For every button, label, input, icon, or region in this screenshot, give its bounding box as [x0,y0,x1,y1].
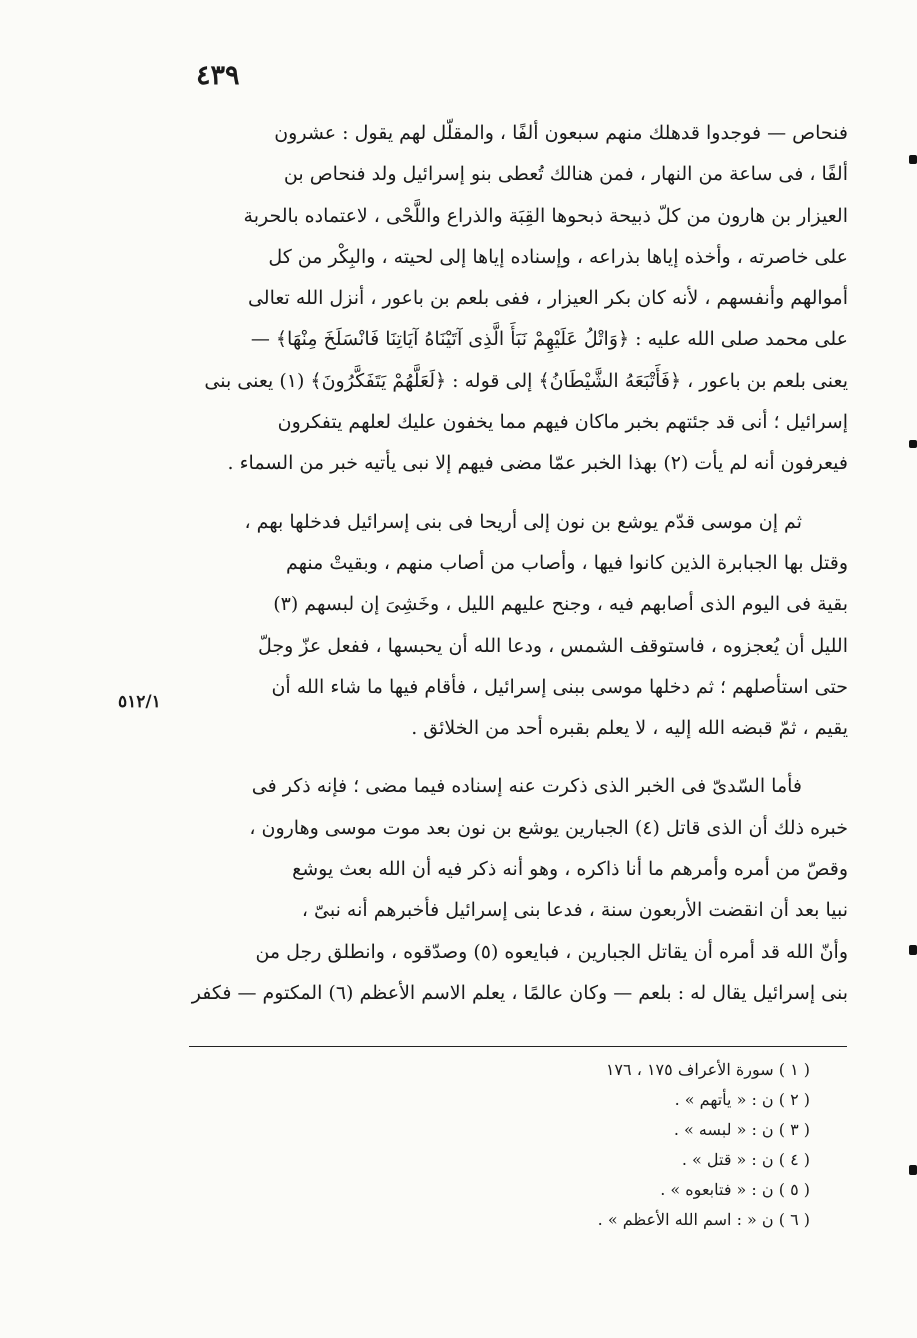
footnote-1: ( ١ ) سورة الأعراف ١٧٥ ، ١٧٦ [605,1060,810,1079]
text-line: ثم إن موسى قدّم يوشع بن نون إلى أريحا فى بنى إسرائيل فدخلها بهم ، [244,510,802,533]
text-line: العيزار بن هارون من كلّ ذبيحة ذبحوها القِبَة والذراع واللَّحْى ، لاعتماده بالحربة [243,204,848,227]
footnote-divider [189,1046,847,1047]
text-line: نبيا بعد أن انقضت الأربعون سنة ، فدعا بنى إسرائيل فأخبرهم أنه نبىّ ، [301,899,848,922]
page-number: ٤٣٩ [196,60,240,91]
footnote-2: ( ٢ ) ن : « يأتهم » . [674,1090,810,1109]
text-line: وقصّ من أمره وأمرهم ما أنا ذاكره ، وهو أنه ذكر فيه أن الله بعث يوشع [292,858,848,881]
text-line: فأما السّدىّ فى الخبر الذى ذكرت عنه إسناده فيما مضى ؛ فإنه ذكر فى [251,775,802,798]
text-line: على خاصرته ، وأخذه إياها بذراعه ، وإسناده إياها إلى لحيته ، والبِكْر من كل [268,245,848,268]
text-line: على محمد صلى الله عليه : ﴿وَاتْلُ عَلَيْهِمْ نَبَأَ الَّذِى آتَيْنَاهُ آيَاتِنَا فَانْسَلَخَ مِنْهَا﴾ — [250,328,848,351]
text-line: ألفًا ، فى ساعة من النهار ، فمن هنالك تُعطى بنو إسرائيل ولد فنحاص بن [283,163,848,186]
text-line: يعنى بلعم بن باعور ، ﴿فَأَتْبَعَهُ الشَّيْطَانُ﴾ إلى قوله : ﴿لَعَلَّهُمْ يَتَفَكَّرُونَ﴾ (١) يعنى بنى [204,369,848,392]
footnotes [300,1055,810,1235]
text-line: حتى استأصلهم ؛ ثم دخلها موسى ببنى إسرائيل ، فأقام فيها ما شاء الله أن [271,675,848,698]
text-line: فيعرفون أنه لم يأت (٢) بهذا الخبر عمّا مضى فيهم إلا نبى يأتيه خبر من السماء . [227,452,848,475]
text-line: يقيم ، ثمّ قبضه الله إليه ، لا يعلم بقبره أحد من الخلائق . [411,717,848,740]
scan-edge-mark [909,155,917,164]
text-line: وأنّ الله قد أمره أن يقاتل الجبارين ، فبايعوه (٥) وصدّقوه ، وانطلق رجل من [255,940,848,963]
paragraph-2 [186,502,848,750]
footnote-3: ( ٣ ) ن : « لبسه » . [673,1120,810,1139]
text-line: أموالهم وأنفسهم ، لأنه كان بكر العيزار ، ففى بلعم بن باعور ، أنزل الله تعالى [247,287,848,310]
paragraph-3 [186,766,848,1014]
margin-reference: ٥١٢/١ [118,692,161,712]
text-line: وقتل بها الجبابرة الذين كانوا فيها ، وأصاب من أصاب منهم ، وبقيتْ منهم [285,551,848,574]
text-line: إسرائيل ؛ أنى قد جئتهم بخبر ماكان فيهم مما يخفون عليك لعلهم يتفكرون [277,411,848,434]
main-text [186,113,848,1014]
text-line: الليل أن يُعجزوه ، فاستوقف الشمس ، ودعا الله أن يحبسها ، ففعل عزّ وجلّ [257,634,848,657]
paragraph-1 [186,113,848,485]
scan-edge-mark [909,1165,917,1175]
text-line: بنى إسرائيل يقال له : بلعم — وكان عالمًا ، يعلم الاسم الأعظم (٦) المكتوم — فكفر [191,981,848,1004]
footnote-5: ( ٥ ) ن : « فتابعوه » . [660,1180,810,1199]
scan-edge-mark [909,440,917,448]
text-line: خبره ذلك أن الذى قاتل (٤) الجبارين يوشع بن نون بعد موت موسى وهارون ، [249,816,848,839]
text-line: بقية فى اليوم الذى أصابهم فيه ، وجنح عليهم الليل ، وخَشِىَ إن لبسهم (٣) [273,593,848,616]
footnote-6: ( ٦ ) ن « : اسم الله الأعظم » . [597,1210,810,1229]
footnote-4: ( ٤ ) ن : « قتل » . [681,1150,810,1169]
scan-edge-mark [909,945,917,955]
text-line: فنحاص — فوجدوا قدهلك منهم سبعون ألفًا ، والمقلّل لهم يقول : عشرون [274,122,848,144]
